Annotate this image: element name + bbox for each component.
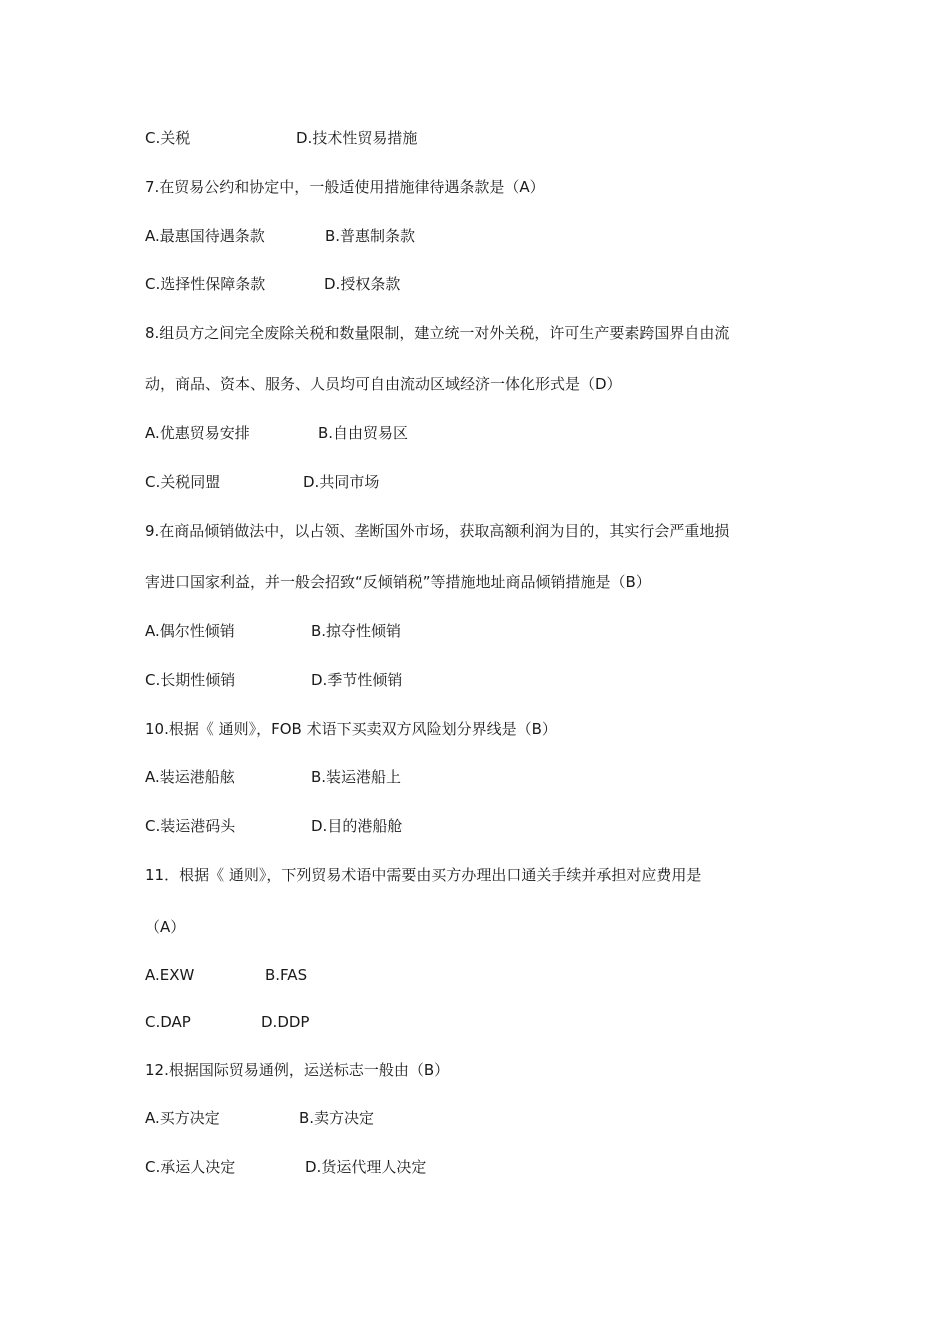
q6-option-c: C.关税 [145, 129, 191, 147]
q7-options-ab [145, 226, 416, 246]
q8-option-c: C.关税同盟 [145, 473, 221, 491]
q11-option-a: A.EXW [145, 966, 195, 984]
q8-stem-line2: 动，商品、资本、服务、人员均可自由流动区域经济一体化形式是（D） [145, 375, 622, 393]
q9-stem-line1: 9.在商品倾销做法中，以占领、垄断国外市场，获取高额利润为目的，其实行会严重地损 [145, 522, 730, 540]
q9-option-d: D.季节性倾销 [311, 671, 403, 689]
q11-option-d: D.DDP [261, 1013, 310, 1031]
q8-option-d: D.共同市场 [303, 473, 380, 491]
q10-stem: 10.根据《 通则》，FOB 术语下买卖双方风险划分界线是（B） [145, 720, 557, 738]
q8-stem-line1: 8.组员方之间完全废除关税和数量限制，建立统一对外关税，许可生产要素跨国界自由流 [145, 324, 730, 342]
q12-options-ab [145, 1108, 375, 1128]
q8-options-cd [145, 472, 380, 492]
q9-option-c: C.长期性倾销 [145, 671, 236, 689]
q8-options-ab [145, 423, 409, 443]
q10-options-ab [145, 767, 402, 787]
q8-option-b: B.自由贸易区 [318, 424, 409, 442]
q10-options-cd [145, 816, 403, 836]
q7-options-cd [145, 274, 401, 294]
q10-option-d: D.目的港船舱 [311, 817, 403, 835]
q6-option-d: D.技术性贸易措施 [296, 129, 418, 147]
q10-option-b: B.装运港船上 [311, 768, 402, 786]
q7-option-d: D.授权条款 [324, 275, 401, 293]
q6-options-cd [145, 128, 418, 148]
q11-option-b: B.FAS [265, 966, 308, 984]
q11-options-cd [145, 1012, 310, 1032]
q11-option-c: C.DAP [145, 1013, 191, 1031]
q7-option-c: C.选择性保障条款 [145, 275, 266, 293]
q7-stem: 7.在贸易公约和协定中，一般适使用措施律待遇条款是（A） [145, 178, 545, 196]
q7-option-b: B.普惠制条款 [325, 227, 416, 245]
q12-option-d: D.货运代理人决定 [305, 1158, 427, 1176]
q12-stem: 12.根据国际贸易通例，运送标志一般由（B） [145, 1061, 450, 1079]
q9-options-cd [145, 670, 403, 690]
q10-option-c: C.装运港码头 [145, 817, 236, 835]
q12-option-b: B.卖方决定 [299, 1109, 375, 1127]
q9-option-a: A.偶尔性倾销 [145, 622, 235, 640]
q11-options-ab [145, 965, 308, 985]
q9-options-ab [145, 621, 402, 641]
q9-stem-line2: 害进口国家利益，并一般会招致“反倾销税”等措施地址商品倾销措施是（B） [145, 573, 651, 591]
q10-option-a: A.装运港船舷 [145, 768, 235, 786]
q11-stem-line1: 11．根据《 通则》，下列贸易术语中需要由买方办理出口通关手续并承担对应费用是 [145, 866, 702, 884]
q8-option-a: A.优惠贸易安排 [145, 424, 250, 442]
q9-option-b: B.掠夺性倾销 [311, 622, 402, 640]
q12-option-a: A.买方决定 [145, 1109, 220, 1127]
q12-option-c: C.承运人决定 [145, 1158, 236, 1176]
q11-stem-line2: （A） [145, 918, 186, 936]
q7-option-a: A.最惠国待遇条款 [145, 227, 265, 245]
q12-options-cd [145, 1157, 427, 1177]
